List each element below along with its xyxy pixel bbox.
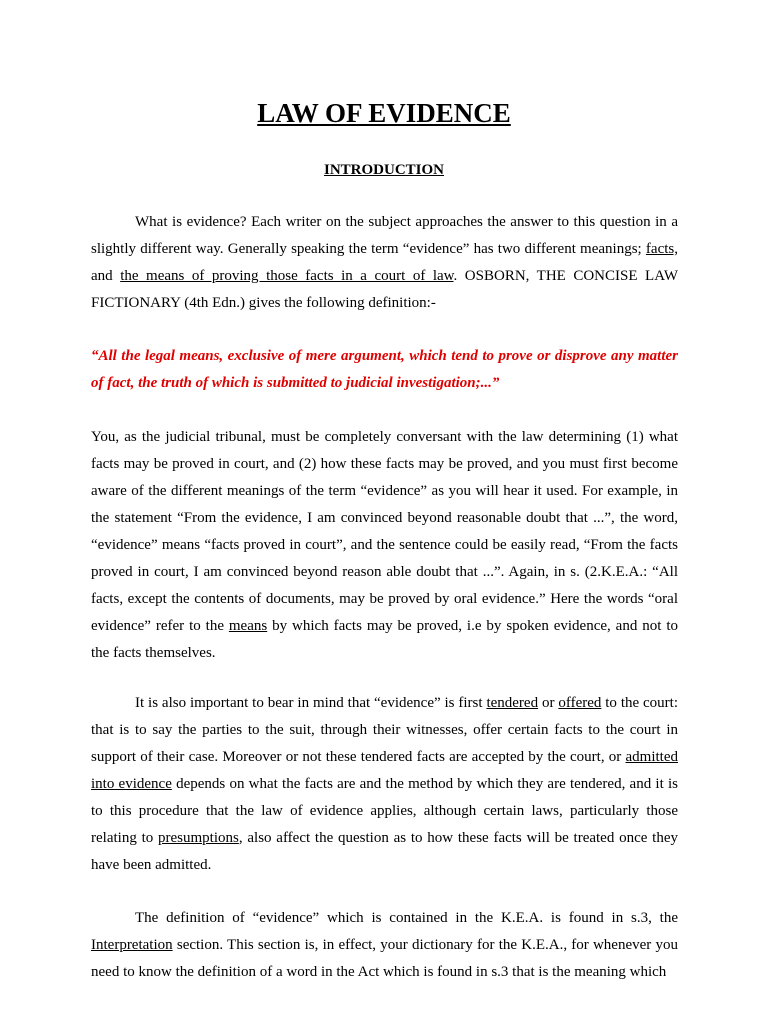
underlined-term: Interpretation	[91, 937, 173, 953]
paragraph-definition-section	[91, 905, 678, 986]
underlined-term: means	[228, 618, 268, 634]
text-run: You, as the judicial tribunal, must be completely conversant with the law determining (1) what facts may be proved in court, and (2) how these facts may be proved, and you must first become aware of the different meanings of the term “evidence” as you will hear it used. For example, in the statement “From the evidence, I am convinced beyond reasonable doubt that ...”, the word, “evidence” means “facts proved in court”, and the sentence could be easily read, “From the facts proved in court, I am convinced beyond reason able doubt that ...”. Again, in s. (2.K.E.A.: “All facts, except the contents of documents, may be proved by oral evidence.” Here the words “oral evidence” refer to the	[91, 429, 678, 634]
text-run: What is evidence? Each writer on the subject approaches the answer to this question in a slightly different way. Generally speaking the term “evidence” has two different meanings;	[91, 214, 678, 257]
underlined-term: the means of proving those facts in a court of law	[120, 268, 454, 284]
text-run: to the court: that is to say the parties to the suit, through their witnesses, offer certain facts to the court in support of their case. Moreover or not these tendered facts are accepted by the court, or	[91, 695, 679, 765]
paragraph-tendered	[91, 690, 678, 879]
underlined-term: admitted into evidence	[91, 749, 678, 792]
section-heading: INTRODUCTION	[323, 162, 444, 178]
underlined-term: presumptions	[158, 830, 239, 846]
underlined-term: tendered	[486, 695, 539, 711]
text-run: section. This section is, in effect, your dictionary for the K.E.A., for whenever you need to know the definition of a word in the Act which is found in s.3 that is the meaning which	[91, 937, 678, 980]
document-title: LAW OF EVIDENCE	[257, 98, 511, 128]
text-run: . OSBORN, THE CONCISE LAW FICTIONARY (4th Edn.) gives the following definition:-	[91, 268, 678, 311]
text-run: by which facts may be proved, i.e by spoken evidence, and not to the facts themselves.	[91, 618, 678, 661]
text-run: , also affect the question as to how these facts will be treated once they have been admitted.	[91, 830, 679, 873]
text-run: and	[91, 268, 121, 284]
text-run: or	[538, 695, 559, 711]
text-run: It is also important to bear in mind that “evidence” is first	[135, 695, 487, 711]
text-run: The definition of “evidence” which is contained in the K.E.A. is found in s.3, the	[135, 910, 678, 926]
underlined-term: facts,	[645, 241, 678, 257]
definition-quote: “All the legal means, exclusive of mere argument, which tend to prove or disprove any matter of fact, the truth of which is submitted to judicial investigation;...”	[91, 348, 678, 391]
paragraph-intro	[91, 209, 678, 317]
paragraph-judicial-tribunal	[91, 424, 678, 667]
text-run: depends on what the facts are and the method by which they are tendered, and it is to this procedure that the law of evidence applies, although certain laws, particularly those relating to	[91, 776, 678, 846]
underlined-term: offered	[558, 695, 602, 711]
